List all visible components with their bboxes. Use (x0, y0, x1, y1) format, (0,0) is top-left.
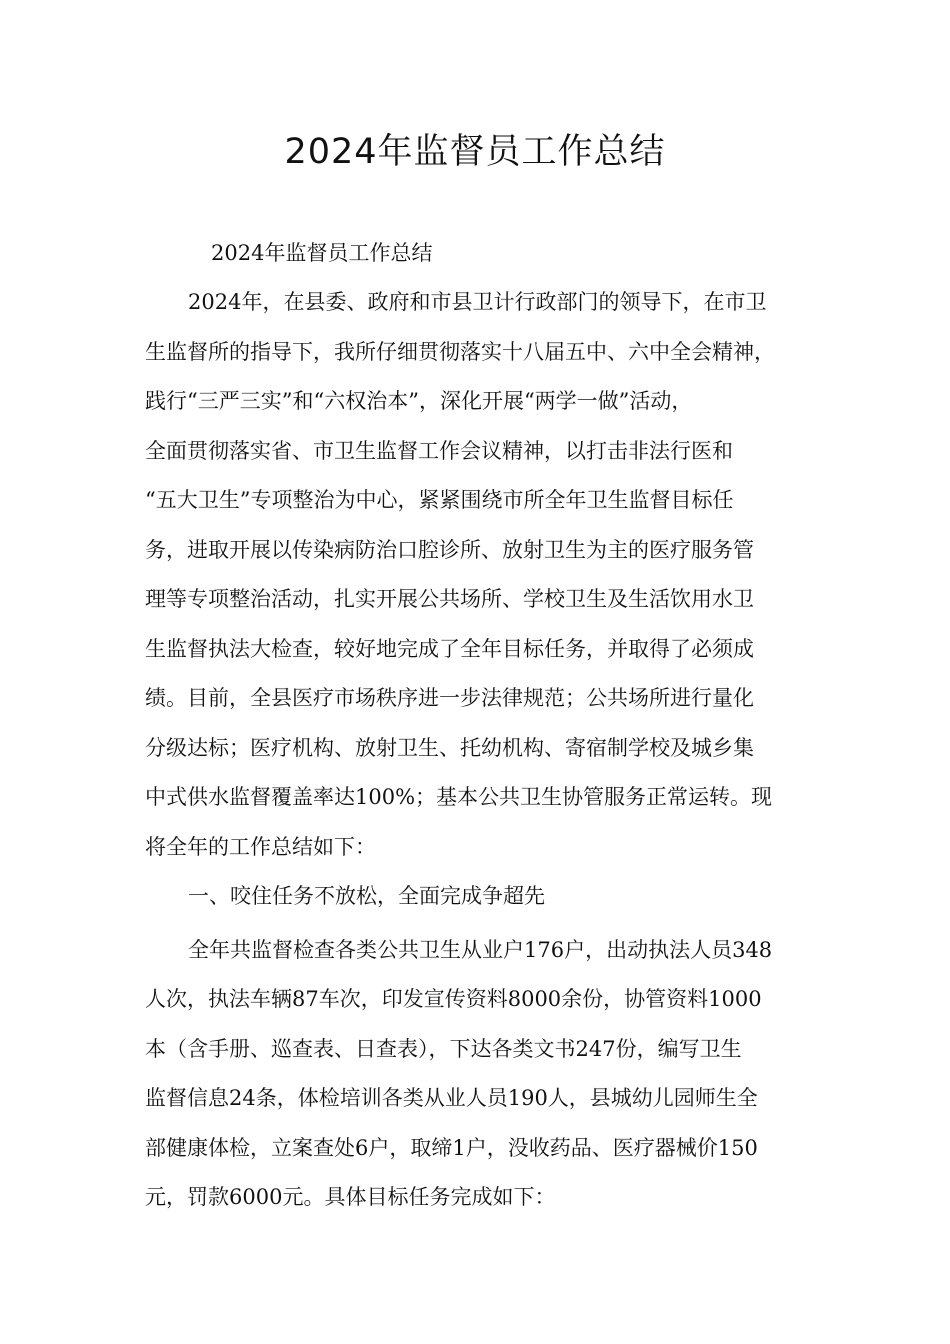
paragraph-line-6: 务，进取开展以传染病防治口腔诊所、放射卫生为主的医疗服务管 (145, 538, 754, 562)
paragraph-line-2: 生监督所的指导下，我所仔细贯彻落实十八届五中、六中全会精神， (145, 340, 775, 364)
paragraph-line-13: 全年共监督检查各类公共卫生从业户176户，出动执法人员348 (188, 938, 773, 962)
paragraph-line-4: 全面贯彻落实省、市卫生监督工作会议精神，以打击非法行医和 (145, 439, 733, 463)
paragraph-line-11: 中式供水监督覆盖率达100%；基本公共卫生协管服务正常运转。现 (145, 785, 773, 809)
paragraph-line-12: 将全年的工作总结如下： (145, 835, 376, 859)
paragraph-line-8: 生监督执法大检查，较好地完成了全年目标任务，并取得了必须成 (145, 637, 754, 661)
document-title: 2024年监督员工作总结 (284, 132, 666, 172)
paragraph-line-7: 理等专项整治活动，扎实开展公共场所、学校卫生及生活饮用水卫 (145, 587, 754, 611)
paragraph-line-3: 践行“三严三实”和“六权治本”，深化开展“两学一做”活动， (145, 389, 693, 413)
paragraph-line-5: “五大卫生”专项整治为中心，紧紧围绕市所全年卫生监督目标任 (145, 488, 734, 512)
paragraph-line-15: 本（含手册、巡查表、日查表），下达各类文书247份，编写卫生 (145, 1037, 742, 1061)
paragraph-line-14: 人次，执法车辆87车次，印发宣传资料8000余份，协管资料1000 (145, 987, 762, 1011)
paragraph-line-9: 绩。目前，全县医疗市场秩序进一步法律规范；公共场所进行量化 (145, 686, 754, 710)
paragraph-line-17: 部健康体检，立案查处6户，取缔1户，没收药品、医疗器械价150 (145, 1136, 758, 1160)
section-heading-1: 一、咬住任务不放松，全面完成争超先 (188, 884, 545, 908)
paragraph-line-10: 分级达标；医疗机构、放射卫生、托幼机构、寄宿制学校及城乡集 (145, 736, 754, 760)
paragraph-line-18: 元，罚款6000元。具体目标任务完成如下： (145, 1185, 556, 1209)
document-subtitle: 2024年监督员工作总结 (211, 241, 433, 265)
paragraph-line-1: 2024年，在县委、政府和市县卫计行政部门的领导下，在市卫 (188, 290, 767, 314)
paragraph-line-16: 监督信息24条，体检培训各类从业人员190人，县城幼儿园师生全 (145, 1086, 758, 1110)
